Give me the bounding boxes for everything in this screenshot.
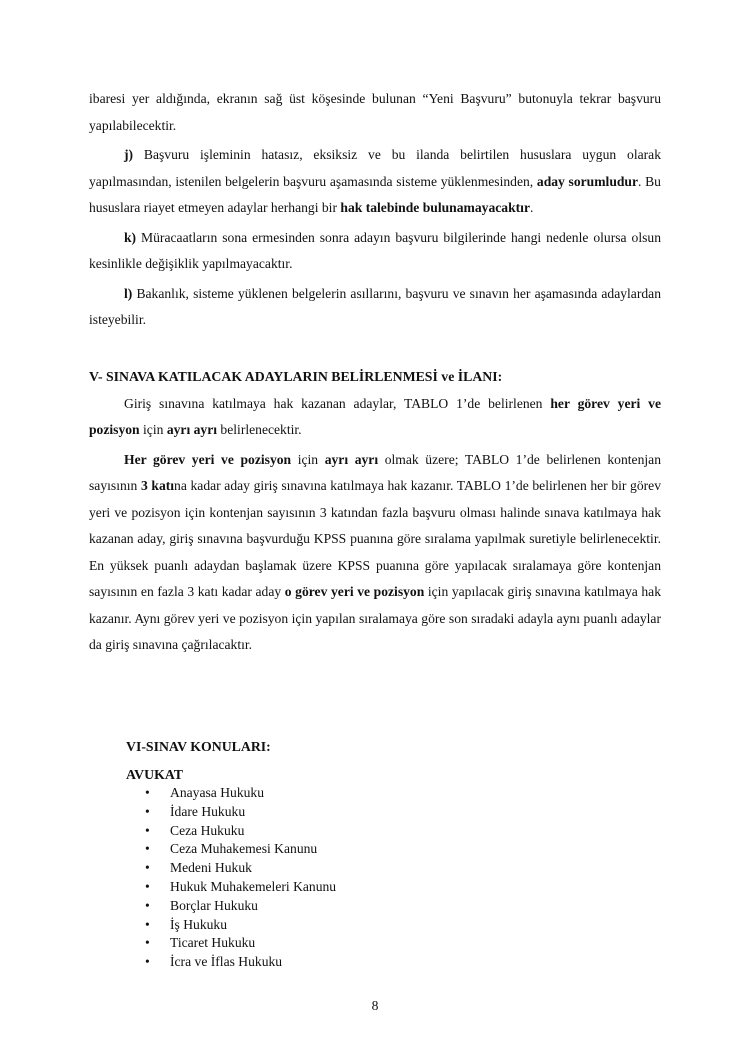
section-5-paragraph-2: Her görev yeri ve pozisyon için ayrı ayrı olmak üzere; TABLO 1’de belirlenen kontenjan sayısının 3 katına kadar aday giriş sınavına katılmaya hak kazanır. TABLO 1’de belirlenen her bir görev yeri ve pozisyon için kontenjan sayısının 3 katından fazla başvuru olması halinde sınava katılmaya hak kazanan aday, giriş sınavına başvurduğu KPSS puanına göre sıralama yapılmak suretiyle belirlenecektir. En yüksek puanlı adaydan başlamak üzere KPSS puanına göre yapılacak sıralamaya göre kontenjan sayısının en fazla 3 katı kadar aday o görev yeri ve pozisyon için yapılacak giriş sınavına katılmaya hak kazanır. Aynı görev yeri ve pozisyon için yapılan sıralamaya göre son sıradaki adayla aynı puanlı adaylar da giriş sınavına çağrılacaktır. [89, 451, 662, 652]
item-label-j: j) [124, 147, 134, 162]
item-label-l: l) [124, 285, 133, 301]
list-item: • İş Hukuku [145, 916, 336, 935]
list-item: • Borçlar Hukuku [145, 897, 336, 916]
section-5-title: V- SINAVA KATILACAK ADAYLARIN BELİRLENMESİ ve İLANI: [89, 368, 503, 384]
list-item: • İdare Hukuku [145, 803, 336, 822]
bullet-icon: • [145, 860, 150, 876]
page-number: 8 [371, 998, 379, 1013]
list-item: • Hukuk Muhakemeleri Kanunu [145, 878, 336, 897]
bullet-icon: • [145, 822, 150, 838]
list-item: • Ticaret Hukuku [145, 934, 336, 953]
list-item: • Ceza Muhakemesi Kanunu [145, 840, 336, 859]
body-text [89, 86, 661, 659]
paragraph-k: k) Müracaatların sona ermesinden sonra adayın başvuru bilgilerinde hangi nedenle olursa olsun kesinlikle değişiklik yapılmayacaktır. [89, 229, 661, 271]
paragraph-l: l) Bakanlık, sisteme yüklenen belgelerin asıllarını, başvuru ve sınavın her aşamasında adaylardan isteyebilir. [89, 285, 661, 327]
bullet-icon: • [145, 841, 150, 857]
bullet-icon: • [145, 954, 150, 970]
item-label-k: k) [124, 229, 137, 245]
bullet-icon: • [145, 897, 150, 913]
paragraph-j: j) Başvuru işleminin hatasız, eksiksiz ve bu ilanda belirtilen hususlara uygun olarak yapılmasından, istenilen belgelerin başvuru aşamasında sisteme yüklenmesinden, aday sorumludur. Bu hususlara riayet etmeyen adaylar herhangi bir hak talebinde bulunamayacaktır. [89, 147, 661, 215]
bullet-icon: • [145, 878, 150, 894]
list-item: • Anayasa Hukuku [145, 784, 336, 803]
paragraph-i: ibaresi yer aldığında, ekranın sağ üst köşesinde bulunan “Yeni Başvuru” butonuyla tekrar başvuru yapılabilecektir. [89, 91, 661, 133]
bullet-icon: • [145, 916, 150, 932]
exam-topics-list [145, 784, 336, 972]
subsection-avukat: AVUKAT [126, 767, 183, 782]
bullet-icon: • [145, 785, 150, 800]
list-item: • Medeni Hukuk [145, 859, 336, 878]
bullet-icon: • [145, 935, 150, 951]
section-5-paragraph-1: Giriş sınavına katılmaya hak kazanan adaylar, TABLO 1’de belirlenen her görev yeri ve pozisyon için ayrı ayrı belirlenecektir. [89, 395, 661, 437]
list-item: • Ceza Hukuku [145, 822, 336, 841]
bullet-icon: • [145, 803, 150, 819]
section-6-title: VI-SINAV KONULARI: [126, 739, 271, 754]
list-item: • İcra ve İflas Hukuku [145, 953, 336, 972]
